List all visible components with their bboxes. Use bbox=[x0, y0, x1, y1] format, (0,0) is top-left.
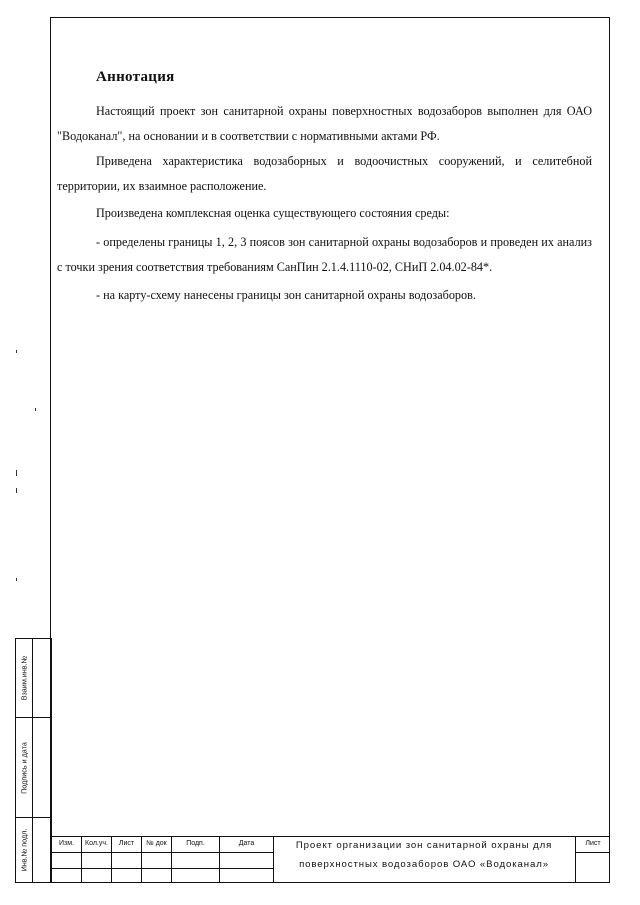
side-stamp-cell bbox=[15, 717, 52, 818]
annotation-paragraph: - на карту-схему нанесены границы зон санитарной охраны водозаборов. bbox=[96, 288, 476, 302]
side-stamp-cell bbox=[15, 638, 52, 718]
header-list: Лист bbox=[118, 840, 135, 847]
header-date: Дата bbox=[238, 840, 255, 847]
margin-mark bbox=[16, 488, 17, 493]
margin-mark bbox=[16, 350, 17, 353]
side-stamp-cell bbox=[15, 817, 52, 883]
header-signature: Подп. bbox=[186, 840, 205, 847]
side-stamp-label: Взаим.инв.№ bbox=[19, 655, 29, 701]
side-stamp bbox=[15, 638, 52, 883]
annotation-paragraph: Приведена характеристика водозаборных и водоочистных сооружений, и селитебной территории, их взаимное расположение. bbox=[57, 154, 592, 193]
annotation-paragraph: Произведена комплексная оценка существующего состояния среды: bbox=[96, 206, 450, 220]
project-title-line2: поверхностных водозаборов ОАО «Водоканал» bbox=[299, 859, 549, 870]
annotation-paragraph: Настоящий проект зон санитарной охраны поверхностных водозаборов выполнен для ОАО "Водоканал", на основании и в соответствии с нормативными актами РФ. bbox=[57, 104, 592, 143]
header-doc-number: № док bbox=[146, 840, 167, 847]
side-stamp-label: Инв.№ подл. bbox=[19, 828, 29, 872]
margin-mark bbox=[16, 470, 17, 476]
margin-mark bbox=[35, 408, 36, 411]
header-izm: Изм. bbox=[59, 840, 74, 847]
header-kol-uch: Кол.уч. bbox=[85, 840, 108, 847]
title-block-rule bbox=[575, 852, 610, 853]
title-block-rule bbox=[52, 868, 273, 869]
project-title-line1: Проект организации зон санитарной охраны для bbox=[295, 840, 553, 851]
annotation-title: Аннотация bbox=[96, 69, 175, 85]
margin-mark bbox=[16, 578, 17, 581]
side-stamp-label: Подпись и дата bbox=[19, 741, 29, 794]
title-block-rule bbox=[52, 852, 273, 853]
title-block bbox=[52, 836, 610, 883]
sheet-label: Лист bbox=[585, 840, 601, 847]
title-block-rule bbox=[52, 836, 610, 837]
annotation-paragraph: - определены границы 1, 2, 3 поясов зон санитарной охраны водозаборов и проведен их анализ с точки зрения соответствия требованиям СанПин 2.1.4.1110-02, СНиП 2.04.02-84*. bbox=[57, 235, 592, 274]
